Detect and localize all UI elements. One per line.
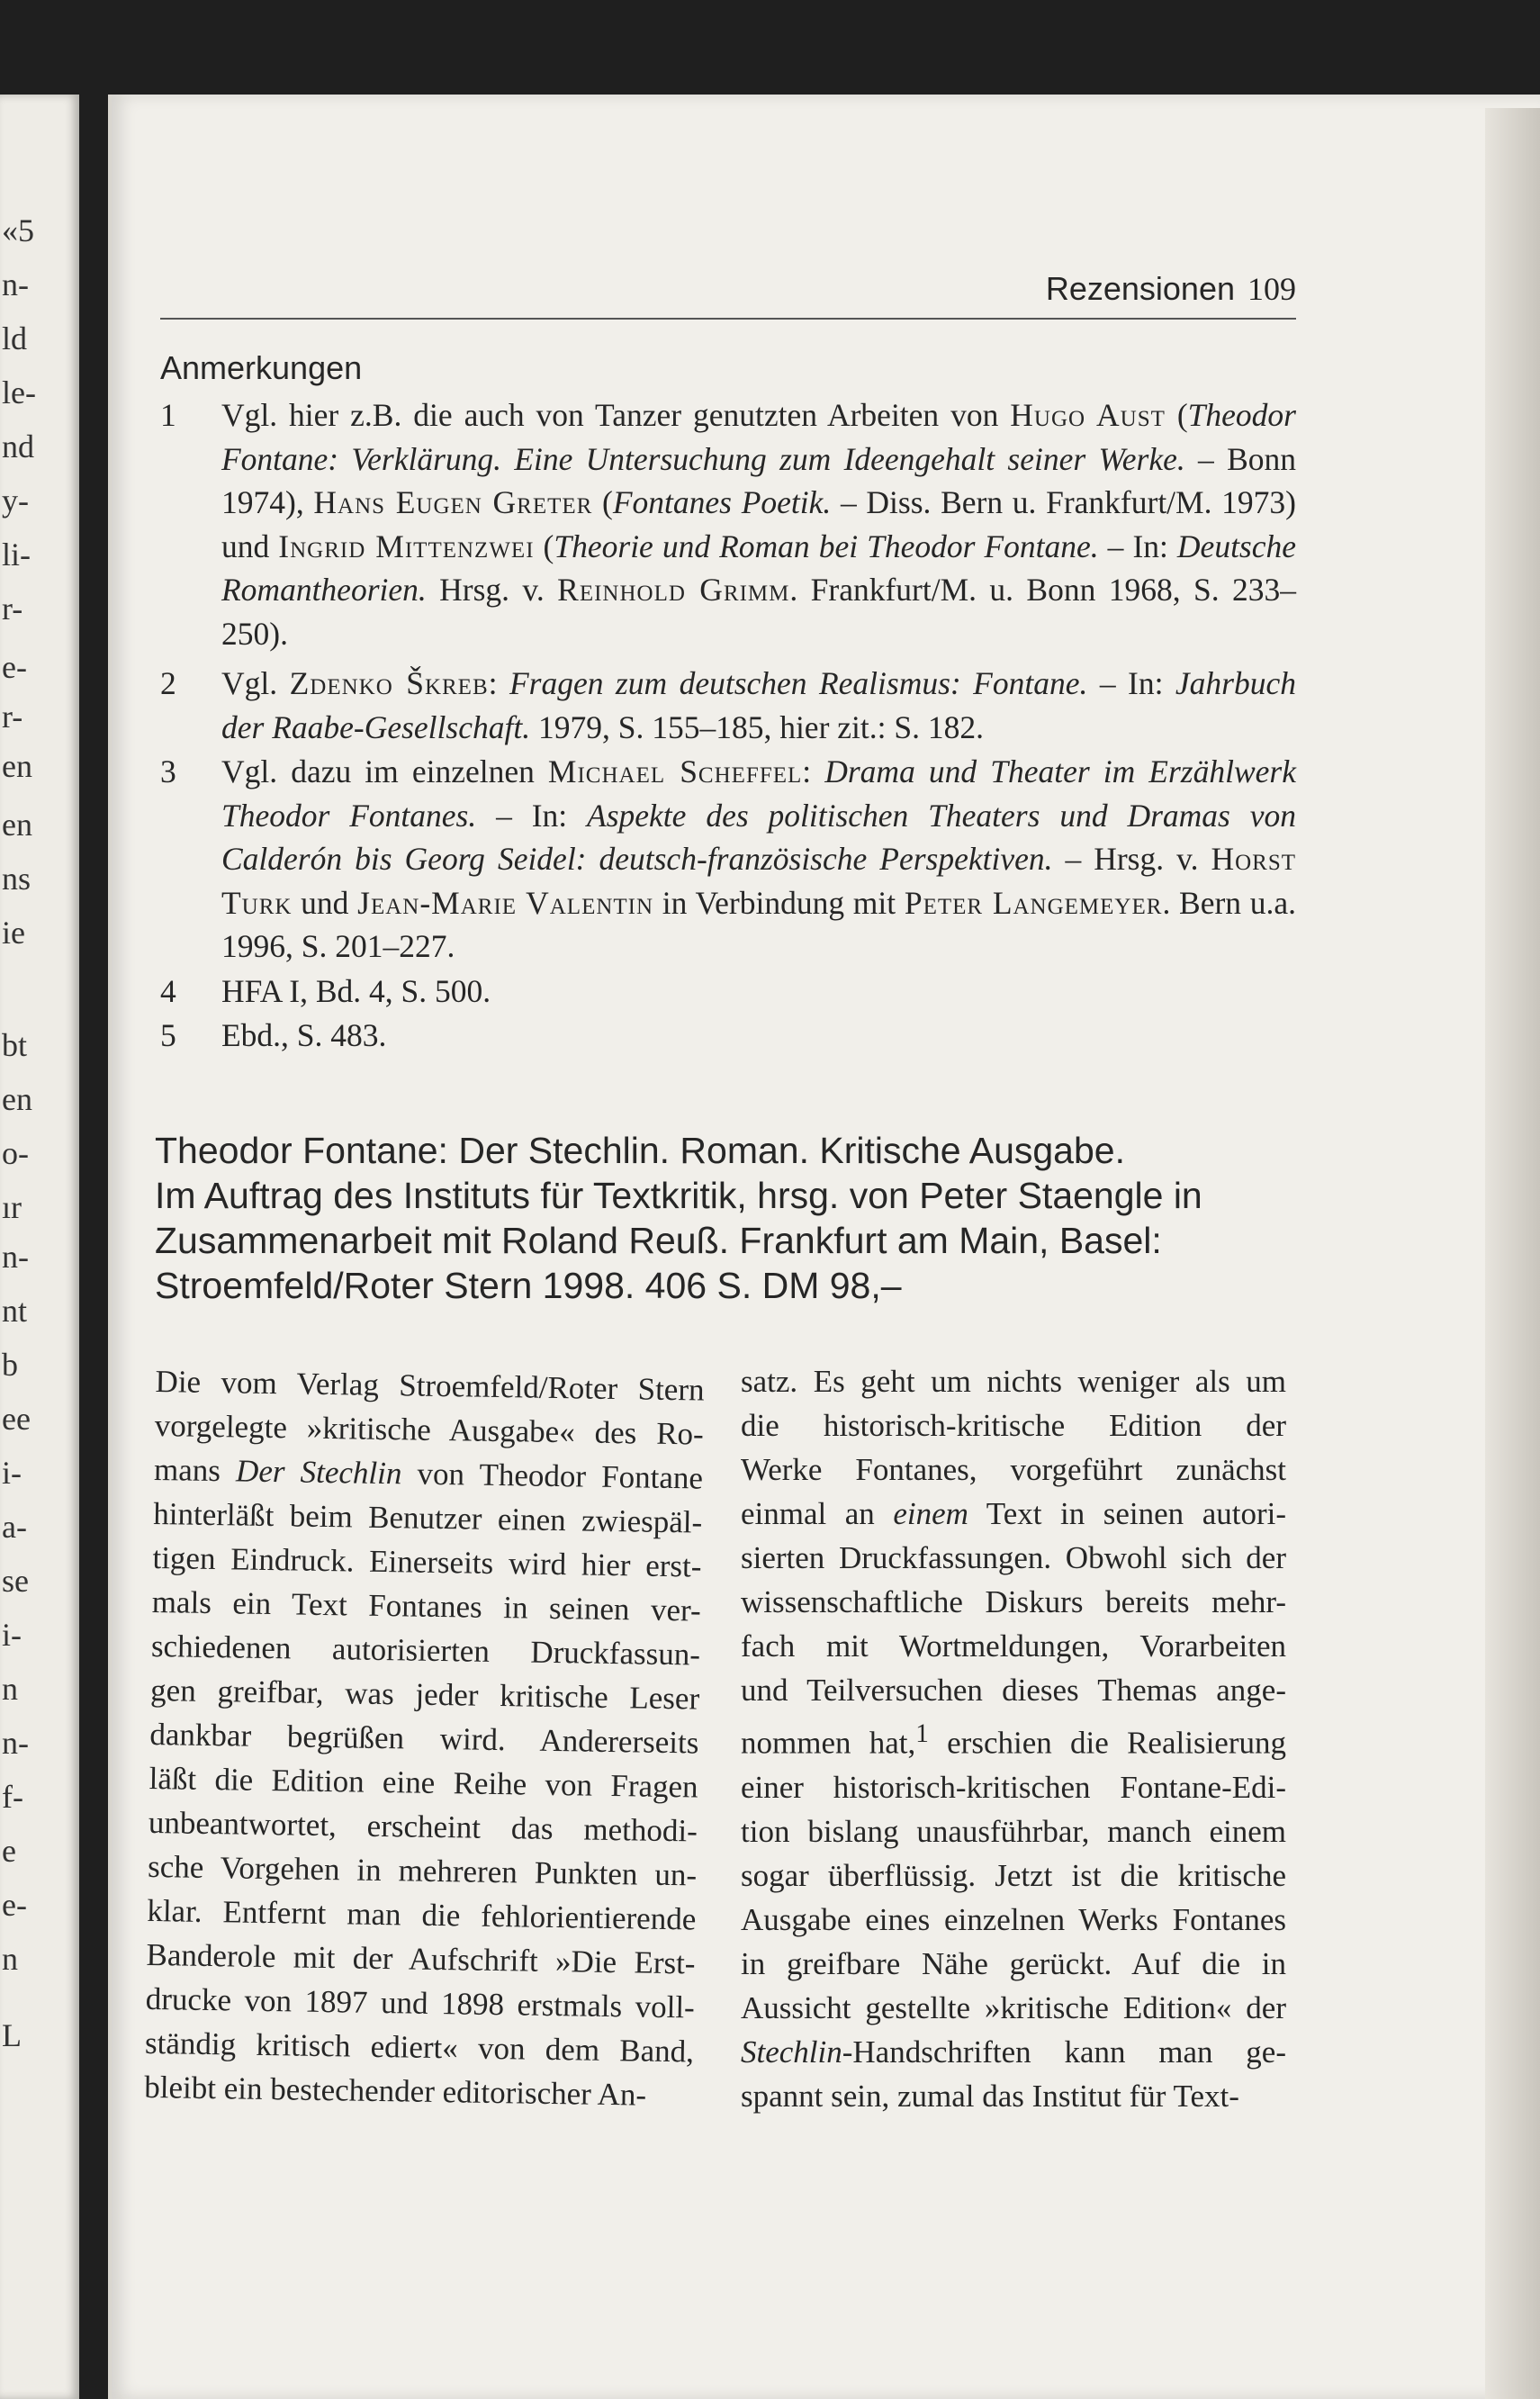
left-page-fragment: en bbox=[2, 748, 32, 784]
text-run: – Bonn 1974), bbox=[221, 440, 1296, 520]
body-line bbox=[741, 1359, 1286, 1403]
text-run: satz. Es geht um nichts weniger als um bbox=[741, 1364, 1286, 1399]
footnote-ref: 1 bbox=[915, 1719, 929, 1748]
text-run: HFA I, Bd. 4, S. 500. bbox=[221, 973, 491, 1009]
text-run: . Bern u.a. 1996, S. 201–227. bbox=[221, 884, 1296, 964]
text-run: tion bislang unausführbar, manch einem bbox=[741, 1813, 1286, 1849]
text-run: Text in seinen autori- bbox=[968, 1496, 1286, 1531]
text-run: ständig kritisch ediert« von dem Band, bbox=[144, 2025, 695, 2070]
left-page-fragment: e- bbox=[2, 1887, 27, 1923]
left-page-fragment: n bbox=[2, 1941, 18, 1977]
note-text bbox=[221, 393, 1296, 655]
text-run: ( bbox=[1165, 397, 1188, 433]
author-name: Jean-Marie Valentin bbox=[357, 884, 654, 921]
body-column-left bbox=[144, 1359, 705, 2117]
left-page-fragment: se bbox=[2, 1563, 29, 1599]
text-run: hinterläßt beim Benutzer einen zwiespäl- bbox=[152, 1495, 703, 1540]
left-page-fragment: e- bbox=[2, 649, 27, 685]
text-run: erschien die Realisierung bbox=[928, 1725, 1286, 1761]
italic-text: einem bbox=[893, 1496, 968, 1531]
left-page-fragment: n bbox=[2, 1671, 18, 1707]
author-name: Hans Eugen Greter bbox=[313, 484, 593, 520]
text-run: in greifbare Nähe gerückt. Auf die in bbox=[741, 1945, 1286, 1981]
body-line bbox=[741, 1536, 1286, 1580]
italic-text: Drama und Theater im Erzählwerk Theodor Fontanes. bbox=[221, 753, 1296, 834]
left-page-fragment: r- bbox=[2, 591, 23, 627]
text-run: Ebd., S. 483. bbox=[221, 1017, 387, 1053]
notes-heading: Anmerkungen bbox=[160, 349, 363, 386]
author-name: Ingrid Mittenzwei bbox=[278, 528, 535, 564]
left-page-fragment: en bbox=[2, 1081, 32, 1117]
text-run: einmal an bbox=[741, 1496, 894, 1531]
body-line bbox=[144, 2065, 694, 2118]
left-page-fragment: nd bbox=[2, 428, 34, 464]
note-text bbox=[221, 662, 1296, 749]
review-title-line: Stroemfeld/Roter Stern 1998. 406 S. DM 98,– bbox=[155, 1265, 902, 1306]
text-run: sogar überflüssig. Jetzt ist die kritische bbox=[741, 1857, 1286, 1893]
text-run: – In: bbox=[1087, 665, 1175, 701]
italic-text: Theodor Fontane: Verklärung. Eine Untersuchung zum Ideengehalt seiner Werke. bbox=[221, 397, 1296, 477]
text-run: vorgelegte »kritische Ausgabe« des Ro- bbox=[154, 1407, 705, 1452]
left-page-fragment: ır bbox=[2, 1189, 22, 1225]
body-line bbox=[741, 1765, 1286, 1809]
italic-text: Theorie und Roman bei Theodor Fontane. bbox=[554, 528, 1099, 564]
body-line bbox=[741, 2030, 1286, 2074]
text-run: : bbox=[802, 753, 825, 789]
body-line bbox=[741, 1448, 1286, 1492]
text-run: – Diss. Bern u. Frankfurt/M. 1973) und bbox=[221, 484, 1296, 564]
text-run: klar. Entfernt man die fehlorientierende bbox=[147, 1892, 697, 1937]
text-run: und bbox=[292, 884, 358, 921]
body-line bbox=[741, 1942, 1286, 1986]
left-page-fragment: nt bbox=[2, 1293, 28, 1329]
body-line bbox=[741, 1668, 1286, 1712]
body-line bbox=[741, 1492, 1286, 1536]
note-item bbox=[160, 393, 1296, 655]
note-text bbox=[221, 1014, 1296, 1058]
left-page-fragment: ns bbox=[2, 861, 32, 897]
body-line bbox=[741, 1853, 1286, 1898]
body-line bbox=[741, 1624, 1286, 1668]
left-page-fragment: ie bbox=[2, 915, 25, 951]
body-line bbox=[741, 1403, 1286, 1448]
left-page-fragment: f- bbox=[2, 1779, 23, 1815]
note-number: 5 bbox=[160, 1017, 176, 1053]
left-page-fragment: i- bbox=[2, 1617, 22, 1653]
note-text bbox=[221, 970, 1296, 1014]
left-page-edge bbox=[0, 95, 79, 2399]
body-line bbox=[741, 1986, 1286, 2030]
left-page-fragment: li- bbox=[2, 537, 31, 573]
author-name: Horst Turk bbox=[221, 841, 1296, 921]
italic-text: Deutsche Romantheorien. bbox=[221, 528, 1297, 608]
body-column-right bbox=[741, 1359, 1286, 2118]
text-run: Vgl. hier z.B. die auch von Tanzer genutzten Arbeiten von bbox=[221, 397, 1011, 433]
left-page-fragment: n- bbox=[2, 266, 29, 302]
text-run: fach mit Wortmeldungen, Vorarbeiten bbox=[741, 1628, 1286, 1664]
text-run: tigen Eindruck. Einerseits wird hier erst- bbox=[152, 1539, 702, 1584]
review-title-line: Zusammenarbeit mit Roland Reuß. Frankfurt am Main, Basel: bbox=[155, 1220, 1162, 1261]
text-run: ( bbox=[534, 528, 554, 564]
text-run: : bbox=[488, 665, 509, 701]
text-run: gen greifbar, was jeder kritische Leser bbox=[149, 1672, 700, 1717]
text-run: einer historisch-kritischen Fontane-Edi- bbox=[741, 1769, 1286, 1805]
note-number: 4 bbox=[160, 973, 176, 1009]
text-run: die historisch-kritische Edition der bbox=[741, 1408, 1286, 1443]
text-run: von Theodor Fontane bbox=[401, 1456, 704, 1496]
text-run: spannt sein, zumal das Institut für Text- bbox=[741, 2078, 1239, 2114]
text-run: Banderole mit der Aufschrift »Die Erst- bbox=[146, 1936, 696, 1981]
note-item bbox=[160, 750, 1296, 969]
italic-text: Aspekte des politischen Theaters und Dramas von Calderón bis Georg Seidel: deutsch-französische Perspektiven. bbox=[221, 797, 1296, 877]
left-page-fragment: ee bbox=[2, 1401, 31, 1437]
text-run: mans bbox=[153, 1451, 237, 1489]
author-name: Michael Scheffel bbox=[547, 753, 803, 789]
left-page-fragment: L bbox=[2, 2017, 22, 2053]
text-run: unbeantwortet, erscheint das methodi- bbox=[148, 1804, 698, 1849]
text-run: Hrsg. v. bbox=[426, 572, 558, 608]
author-name: Reinhold Grimm bbox=[557, 572, 790, 608]
text-run: dankbar begrüßen wird. Andererseits bbox=[149, 1716, 699, 1761]
left-page-fragment: b bbox=[2, 1347, 18, 1383]
page-edge-right bbox=[1485, 108, 1540, 2399]
text-run: läßt die Edition eine Reihe von Fragen bbox=[149, 1760, 698, 1805]
author-name: Hugo Aust bbox=[1010, 397, 1166, 433]
body-line bbox=[741, 2074, 1286, 2118]
text-run: 1979, S. 155–185, hier zit.: S. 182. bbox=[530, 708, 984, 745]
text-run: – Hrsg. v. bbox=[1052, 841, 1211, 877]
body-line bbox=[741, 1898, 1286, 1942]
left-page-fragment: r- bbox=[2, 699, 23, 735]
left-page-fragment: bt bbox=[2, 1027, 28, 1063]
note-item bbox=[160, 662, 1296, 749]
note-number: 1 bbox=[160, 397, 176, 433]
left-page-fragment: n- bbox=[2, 1725, 29, 1761]
review-title-line: Theodor Fontane: Der Stechlin. Roman. Kritische Ausgabe. bbox=[155, 1130, 1125, 1171]
text-run: – In: bbox=[1098, 528, 1177, 564]
left-page-fragment: en bbox=[2, 807, 32, 843]
body-line bbox=[741, 1809, 1286, 1853]
note-item bbox=[160, 1014, 1296, 1058]
text-run: wissenschaftliche Diskurs bereits mehr- bbox=[741, 1584, 1286, 1619]
review-title bbox=[155, 1128, 1298, 1308]
note-text bbox=[221, 750, 1296, 969]
text-run: mals ein Text Fontanes in seinen ver- bbox=[151, 1583, 701, 1628]
text-run: ( bbox=[592, 484, 613, 520]
left-page-fragment: a- bbox=[2, 1509, 27, 1545]
left-page-fragment: i- bbox=[2, 1455, 22, 1491]
header-rule bbox=[160, 318, 1296, 320]
body-line bbox=[741, 1712, 1286, 1765]
body-line bbox=[741, 1580, 1286, 1624]
italic-text: Stechlin bbox=[741, 2034, 842, 2070]
text-run: drucke von 1897 und 1898 erstmals voll- bbox=[145, 1980, 696, 2025]
text-run: nommen hat, bbox=[741, 1725, 916, 1761]
section-title: Rezensionen bbox=[1045, 270, 1235, 307]
note-number: 2 bbox=[160, 665, 176, 701]
text-run: -Handschriften kann man ge- bbox=[842, 2034, 1286, 2070]
italic-text: Fontanes Poetik. bbox=[612, 484, 832, 520]
text-run: Werke Fontanes, vorgeführt zunächst bbox=[741, 1452, 1286, 1487]
left-page-fragment: n- bbox=[2, 1239, 29, 1275]
text-run: in Verbindung mit bbox=[653, 884, 905, 921]
text-run: schiedenen autorisierten Druckfassun- bbox=[150, 1628, 701, 1673]
text-run: und Teilversuchen dieses Themas ange- bbox=[741, 1673, 1286, 1708]
left-page-fragment: le- bbox=[2, 374, 36, 410]
text-run: . Frankfurt/M. u. Bonn 1968, S. 233–250). bbox=[221, 572, 1297, 652]
note-item bbox=[160, 970, 1296, 1014]
left-page-fragment: ld bbox=[2, 320, 28, 356]
text-run: Ausgabe eines einzelnen Werks Fontanes bbox=[741, 1901, 1286, 1937]
text-run: Vgl. dazu im einzelnen bbox=[221, 753, 548, 789]
text-run: Die vom Verlag Stroemfeld/Roter Stern bbox=[155, 1363, 705, 1408]
italic-text: Jahrbuch der Raabe-Gesellschaft. bbox=[221, 665, 1296, 745]
text-run: sierten Druckfassungen. Obwohl sich der bbox=[741, 1540, 1286, 1575]
left-page-fragment: y- bbox=[2, 483, 29, 519]
text-run: – In: bbox=[476, 797, 588, 834]
author-name: Peter Langemeyer bbox=[904, 884, 1163, 921]
review-title-line: Im Auftrag des Instituts für Textkritik, hrsg. von Peter Staengle in bbox=[155, 1175, 1202, 1216]
left-page-fragment: «5 bbox=[2, 212, 34, 248]
text-run: Aussicht gestellte »kritische Edition« der bbox=[741, 1989, 1286, 2025]
text-run: bleibt ein bestechender editorischer An- bbox=[143, 2069, 647, 2113]
page-number: 109 bbox=[1247, 271, 1296, 307]
left-page-fragment: e bbox=[2, 1833, 16, 1869]
note-number: 3 bbox=[160, 753, 176, 789]
italic-text: Fragen zum deutschen Realismus: Fontane. bbox=[509, 665, 1088, 701]
author-name: Zdenko Škreb bbox=[289, 665, 489, 701]
left-page-fragment: o- bbox=[2, 1135, 29, 1171]
text-run: sche Vorgehen in mehreren Punkten un- bbox=[147, 1848, 698, 1893]
running-header bbox=[990, 270, 1296, 315]
italic-text: Der Stechlin bbox=[235, 1453, 402, 1492]
text-run: Vgl. bbox=[221, 665, 290, 701]
